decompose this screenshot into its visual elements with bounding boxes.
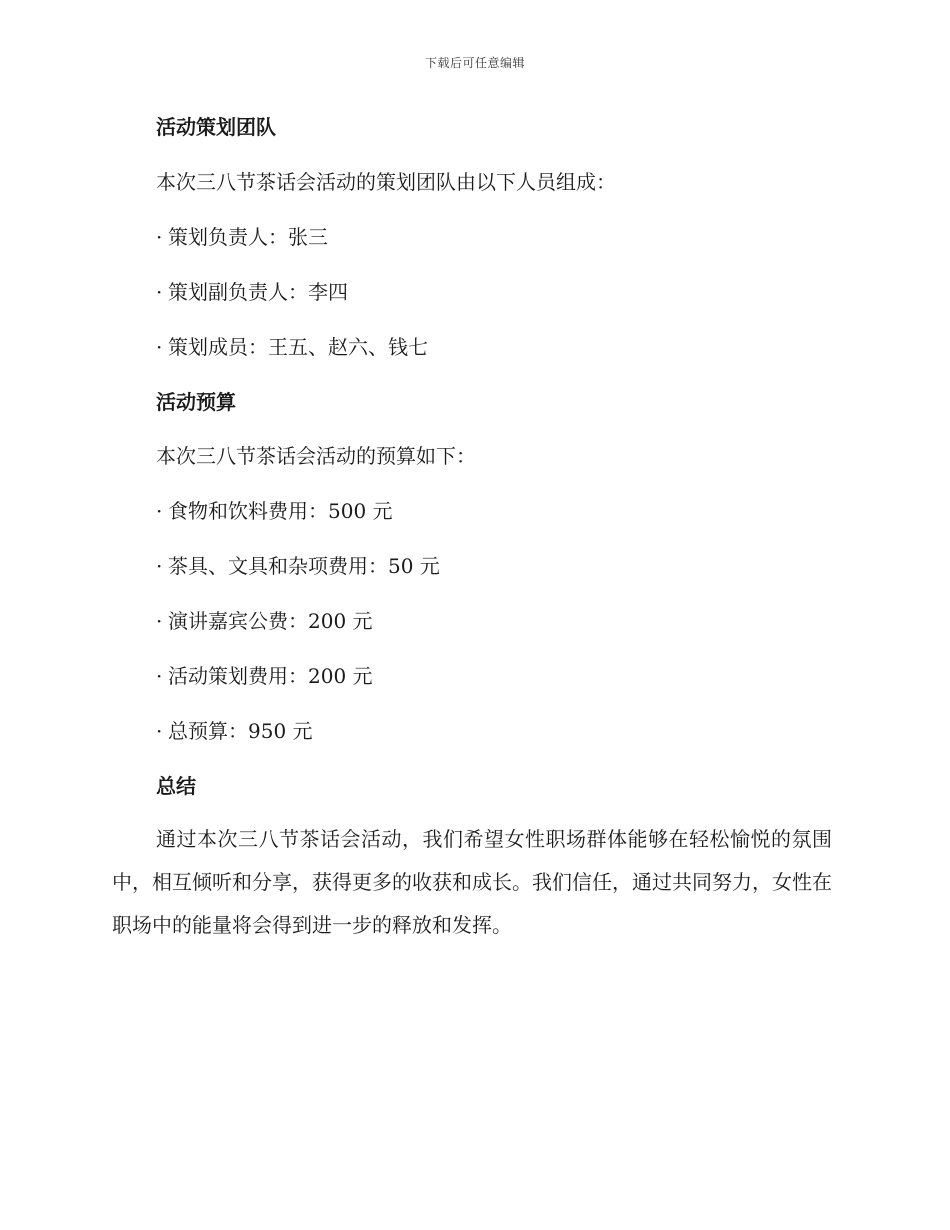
budget-item-text: 食物和饮料费用：500 元 [168,499,393,523]
header-note: 下载后可任意编辑 [424,56,525,70]
budget-intro: 本次三八节茶话会活动的预算如下： [156,444,476,468]
bullet-icon: · [156,335,163,359]
budget-item-text: 演讲嘉宾公费：200 元 [168,609,373,633]
bullet-icon: · [156,664,163,688]
budget-item-text: 活动策划费用：200 元 [168,664,373,688]
team-member-item [156,279,348,305]
summary-paragraph: 通过本次三八节茶话会活动，我们希望女性职场群体能够在轻松愉悦的氛围中，相互倾听和分享，获得更多的收获和成长。我们信任，通过共同努力，女性在职场中的能量将会得到进一步的释放和发挥。 [112,827,832,937]
summary-heading: 总结 [156,774,196,798]
team-heading: 活动策划团队 [156,115,276,139]
budget-item-text: 总预算：950 元 [168,719,313,743]
budget-item [156,553,440,579]
bullet-icon: · [156,225,163,249]
budget-item-text: 茶具、文具和杂项费用：50 元 [168,554,440,578]
budget-heading: 活动预算 [156,390,236,414]
bullet-icon: · [156,609,163,633]
team-member-item [156,224,328,250]
bullet-icon: · [156,719,163,743]
team-member-text: 策划成员：王五、赵六、钱七 [168,335,428,359]
budget-item [156,718,313,744]
team-member-text: 策划负责人：张三 [168,225,328,249]
budget-item [156,663,373,689]
team-intro: 本次三八节茶话会活动的策划团队由以下人员组成： [156,170,616,194]
bullet-icon: · [156,280,163,304]
budget-item [156,498,393,524]
team-member-text: 策划副负责人：李四 [168,280,348,304]
bullet-icon: · [156,554,163,578]
bullet-icon: · [156,499,163,523]
team-member-item [156,334,428,360]
budget-item [156,608,373,634]
